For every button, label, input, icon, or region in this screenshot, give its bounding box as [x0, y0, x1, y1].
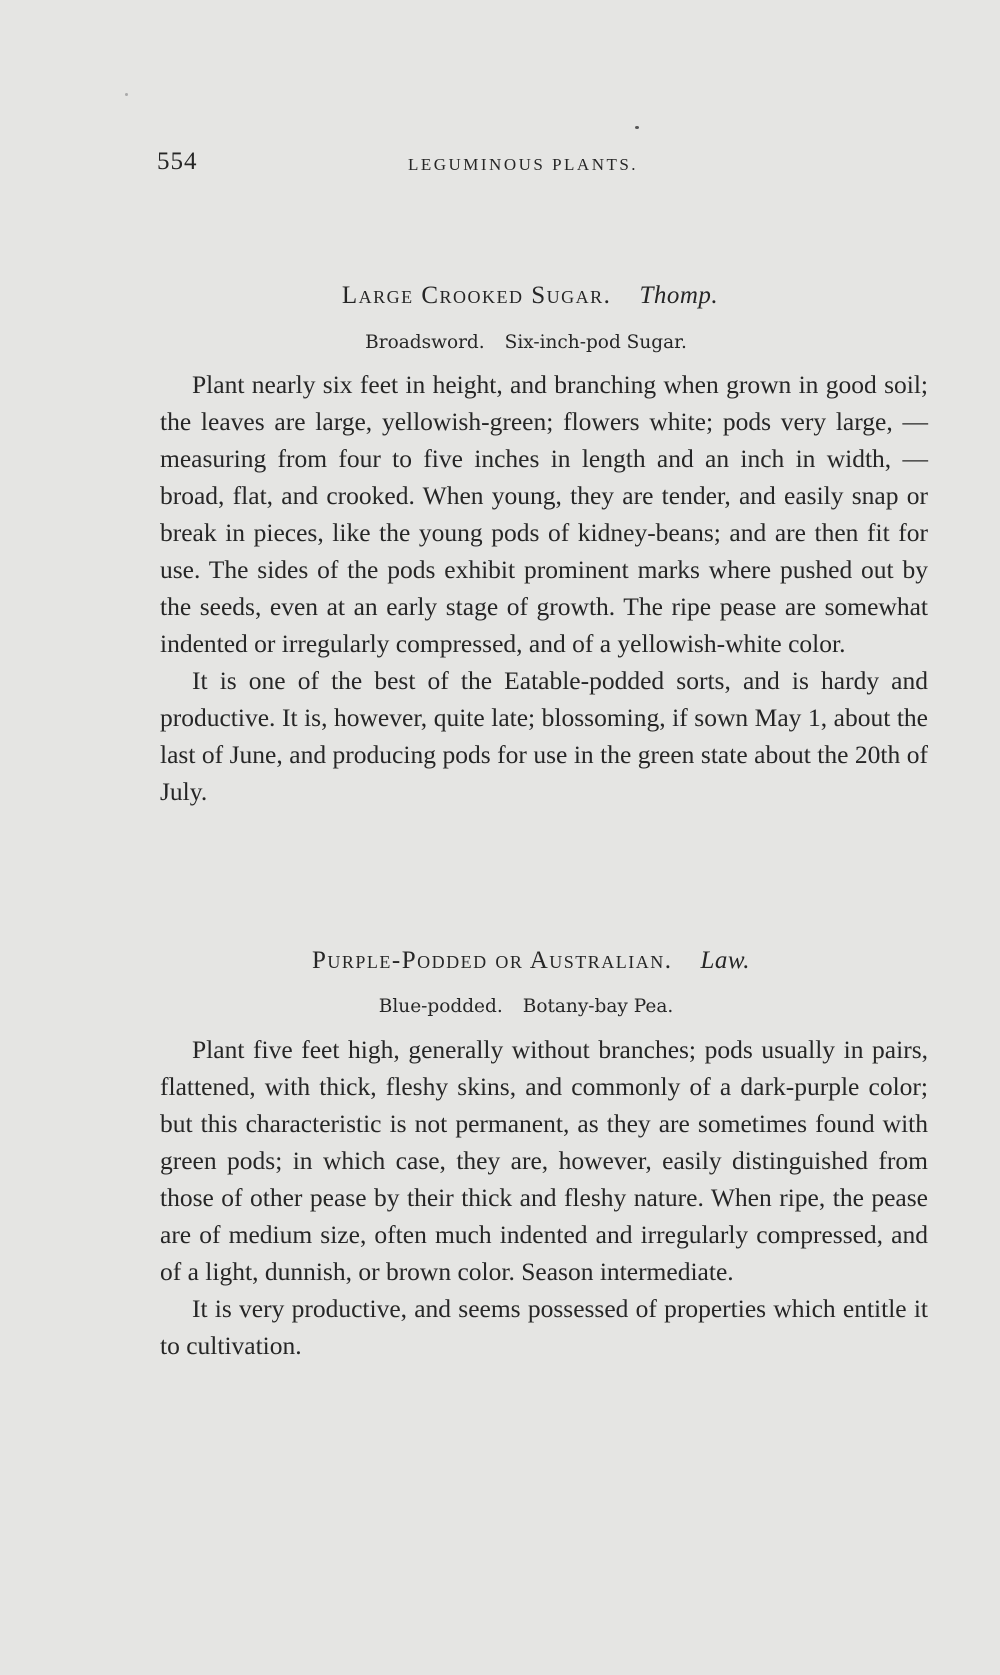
paper-speck	[125, 93, 128, 96]
synonyms	[0, 332, 1000, 353]
synonym: Botany-bay Pea.	[522, 996, 674, 1017]
synonym: Blue-podded.	[378, 996, 503, 1017]
synonym: Six-inch-pod Sugar.	[504, 332, 687, 353]
page-number: 554	[157, 148, 198, 175]
paragraph: Plant nearly six feet in height, and branching when grown in good soil; the leaves are large, yellowish-green; flowers white; pods very large, — measuring from four to five inches in length and an inch in width, — broad, flat, and crooked. When young, they are tender, and easily snap or break in pieces, like the young pods of kidney-beans; and are then fit for use. The sides of the pods exhibit prominent marks where pushed out by the seeds, even at an early stage of growth. The ripe pease are somewhat indented or irregularly compressed, and of a yellowish-white color.	[160, 370, 928, 658]
section-body	[160, 366, 928, 810]
paragraph: Plant five feet high, generally without branches; pods usually in pairs, flattened, with thick, fleshy skins, and commonly of a dark-purple color; but this characteristic is not permanent, as they are sometimes found with green pods; in which case, they are, however, easily distinguished from those of other pease by their thick and fleshy nature. When ripe, the pease are of medium size, often much indented and irregularly compressed, and of a light, dunnish, or brown color. Season intermediate.	[160, 1035, 928, 1286]
section-name: Large Crooked Sugar.	[341, 282, 612, 309]
section-authority: Law.	[700, 947, 751, 974]
paragraph: It is very productive, and seems possessed of properties which entitle it to cultivation.	[160, 1294, 928, 1360]
paragraph: It is one of the best of the Eatable-podded sorts, and is hardy and productive. It is, however, quite late; blossoming, if sown May 1, about the last of June, and producing pods for use in the green state about the 20th of July.	[160, 666, 928, 806]
section-title	[0, 282, 1000, 310]
section-authority: Thomp.	[639, 282, 719, 309]
running-title: LEGUMINOUS PLANTS.	[407, 155, 639, 174]
section-name: Purple-Podded or Australian.	[311, 947, 673, 974]
synonym: Broadsword.	[365, 332, 485, 353]
paper-speck	[635, 126, 639, 129]
section-body	[160, 1031, 928, 1364]
section-title	[0, 947, 1000, 975]
synonyms	[0, 996, 1000, 1017]
